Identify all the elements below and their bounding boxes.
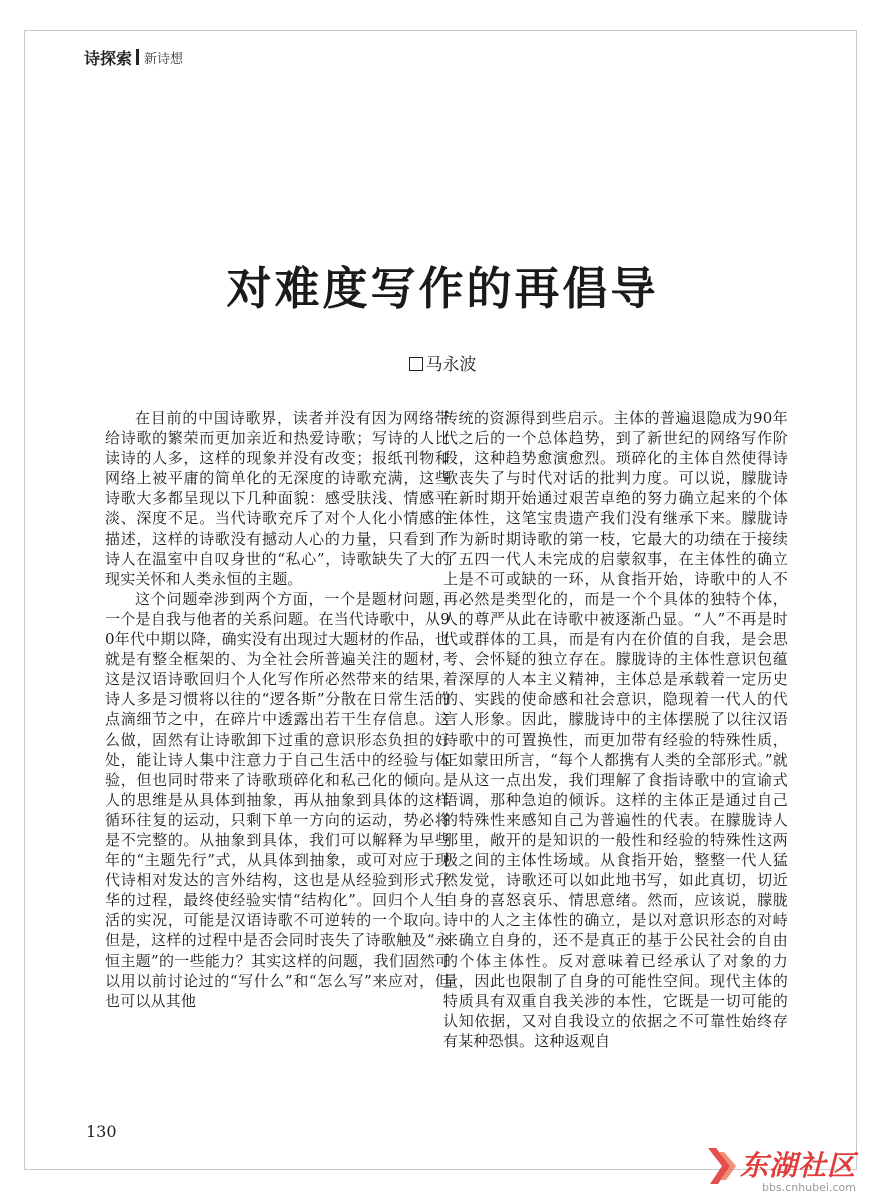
- running-header: [84, 46, 183, 68]
- paragraph: 传统的资源得到些启示。主体的普遍退隐成为90年代之后的一个总体趋势，到了新世纪的网络写作阶段，这种趋势愈演愈烈。琐碎化的主体自然使得诗歌丧失了与时代对话的批判力度。可以说，朦胧诗在新时期开始通过艰苦卓绝的努力确立起来的个体主体性，这笔宝贵遗产我们没有继承下来。朦胧诗作为新时期诗歌的第一枝，它最大的功绩在于接续了五四一代人未完成的启蒙叙事，在主体性的确立上是不可或缺的一环，从食指开始，诗歌中的人不再必然是类型化的，而是一个个具体的独特个体，人的尊严从此在诗歌中被逐渐凸显。“人”不再是时代或群体的工具，而是有内在价值的自我，是会思考、会怀疑的独立存在。朦胧诗的主体性意识包蕴着深厚的人本主义精神，主体总是承载着一定历史的、实践的使命感和社会意识，隐现着一代人的代言人形象。因此，朦胧诗中的主体摆脱了以往汉语诗歌中的可置换性，而更加带有经验的特殊性质，正如蒙田所言，“每个人都携有人类的全部形式。”就是从这一点出发，我们理解了食指诗歌中的宣谕式语调，那种急迫的倾诉。这样的主体正是通过自己的特殊性来感知自己为普遍性的代表。在朦胧诗人那里，敞开的是知识的一般性和经验的特殊性这两极之间的主体性场域。从食指开始，整整一代人猛然发觉，诗歌还可以如此地书写，如此真切，切近自身的喜怒哀乐、情思意绪。然而，应该说，朦胧诗中的人之主体性的确立，是以对意识形态的对峙来确立自身的，还不是真正的基于公民社会的自由的个体主体性。反对意味着已经承认了对象的力量，因此也限制了自身的可能性空间。现代主体的特质具有双重自我关涉的本性，它既是一切可能的认知依据，又对自我设立的依据之不可靠性始终存有某种恐惧。这种返观自: [443, 409, 788, 1050]
- page-number: 130: [86, 1122, 117, 1141]
- flame-logo-icon: [704, 1144, 740, 1188]
- paragraph: 这个问题牵涉到两个方面，一个是题材问题，一个是自我与他者的关系问题。在当代诗歌中，从90年代中期以降，确实没有出现过大题材的作品，也就是有整全框架的、为全社会所普遍关注的题材，这是汉语诗歌回归个人化写作所必然带来的结果，诗人多是习惯将以往的“逻各斯”分散在日常生活的点滴细节之中，在碎片中透露出若干生存信息。这么做，固然有让诗歌卸下过重的意识形态负担的好处，能让诗人集中注意力于自己生活中的经验与体验，但也同时带来了诗歌琐碎化和私己化的倾向。人的思维是从具体到抽象，再从抽象到具体的这样循环往复的运动，只剩下单一方向的运动，势必将是不完整的。从抽象到具体，我们可以解释为早些年的“主题先行”式，从具体到抽象，或可对应于现代诗相对发达的言外结构，这也是从经验到形式升华的过程，最终使经验实情“结构化”。回归个人生活的实况，可能是汉语诗歌不可逆转的一个取向。但是，这样的过程中是否会同时丧失了诗歌触及“永恒主题”的一些能力？其实这样的问题，我们固然可以用以前讨论过的“写什么”和“怎么写”来应对，但也可以从其他: [105, 589, 450, 1010]
- right-column: [443, 408, 788, 1051]
- watermark-url: bbs.cnhubei.com: [762, 1181, 856, 1194]
- left-column: [105, 408, 450, 1011]
- subcolumn-name: 新诗想: [144, 51, 184, 67]
- header-separator: [136, 49, 139, 65]
- paragraph: 在目前的中国诗歌界，读者并没有因为网络带给诗歌的繁荣而更加亲近和热爱诗歌；写诗的人比读诗的人多，这样的现象并没有改变；报纸刊物和网络上被平庸的简单化的无深度的诗歌充满，这些诗歌大多都呈现以下几种面貌：感受肤浅、情感平淡、深度不足。当代诗歌充斥了对个人化小情感的描述，这样的诗歌没有撼动人心的力量，只看到了诗人在温室中自叹身世的“私心”，诗歌缺失了大的现实关怀和人类永恒的主题。: [105, 409, 450, 588]
- watermark-name: 东湖社区: [740, 1149, 857, 1182]
- author-line: [0, 350, 885, 375]
- article-title: 对难度写作的再倡导: [226, 262, 659, 315]
- author-name: 马永波: [425, 355, 477, 375]
- site-watermark: [700, 1140, 885, 1200]
- column-name: 诗探索: [84, 48, 133, 68]
- author-box-icon: [409, 357, 423, 371]
